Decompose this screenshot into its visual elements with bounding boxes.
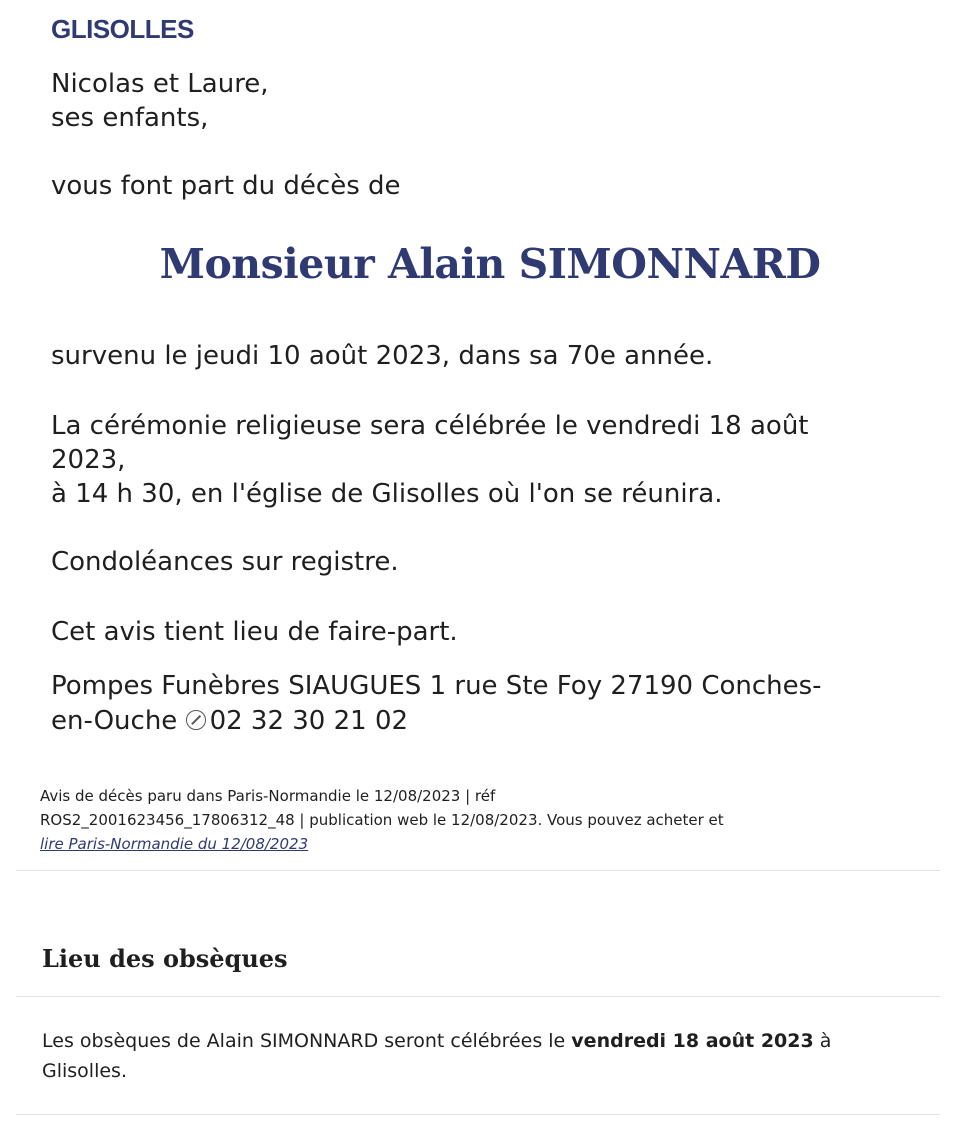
death-line: survenu le jeudi 10 août 2023, dans sa 70e année. (51, 341, 714, 371)
phone-icon (186, 710, 206, 730)
meta-line-1: Avis de décès paru dans Paris-Normandie le 12/08/2023 | réf (40, 787, 496, 805)
obseques-text-start: Les obsèques de Alain SIMONNARD seront célébrées le (42, 1030, 572, 1052)
funeral-home-city: en-Ouche (51, 706, 178, 736)
obseques-text-end: à Glisolles. (42, 1030, 832, 1082)
funeral-home-phone: 02 32 30 21 02 (209, 706, 409, 736)
faire-part-line: Cet avis tient lieu de faire-part. (51, 617, 458, 647)
section-title-obseques: Lieu des obsèques (42, 944, 288, 973)
obseques-date: vendredi 18 août 2023 (571, 1030, 814, 1052)
ceremony-line-2: 2023, (51, 445, 126, 475)
ceremony-line-3: à 14 h 30, en l'église de Glisolles où l'on se réunira. (51, 479, 723, 509)
family-line-1: Nicolas et Laure, (51, 69, 269, 99)
obseques-text (42, 1026, 922, 1086)
condolences-line: Condoléances sur registre. (51, 547, 399, 577)
announce-line: vous font part du décès de (51, 171, 401, 201)
divider (16, 996, 940, 997)
meta-line-2: ROS2_2001623456_17806312_48 | publication web le 12/08/2023. Vous pouvez acheter et (40, 811, 724, 829)
buy-newspaper-link[interactable]: lire Paris-Normandie du 12/08/2023 (40, 835, 309, 853)
town-heading: GLISOLLES (51, 14, 194, 44)
funeral-home-line-2 (51, 703, 408, 739)
funeral-home-line-1: Pompes Funèbres SIAUGUES 1 rue Ste Foy 27190 Conches- (51, 671, 822, 701)
deceased-name: Monsieur Alain SIMONNARD (159, 240, 821, 288)
publication-meta (40, 784, 920, 856)
family-line-2: ses enfants, (51, 103, 209, 133)
divider (16, 1114, 940, 1115)
divider (16, 870, 940, 871)
ceremony-line-1: La cérémonie religieuse sera célébrée le vendredi 18 août (51, 411, 809, 441)
